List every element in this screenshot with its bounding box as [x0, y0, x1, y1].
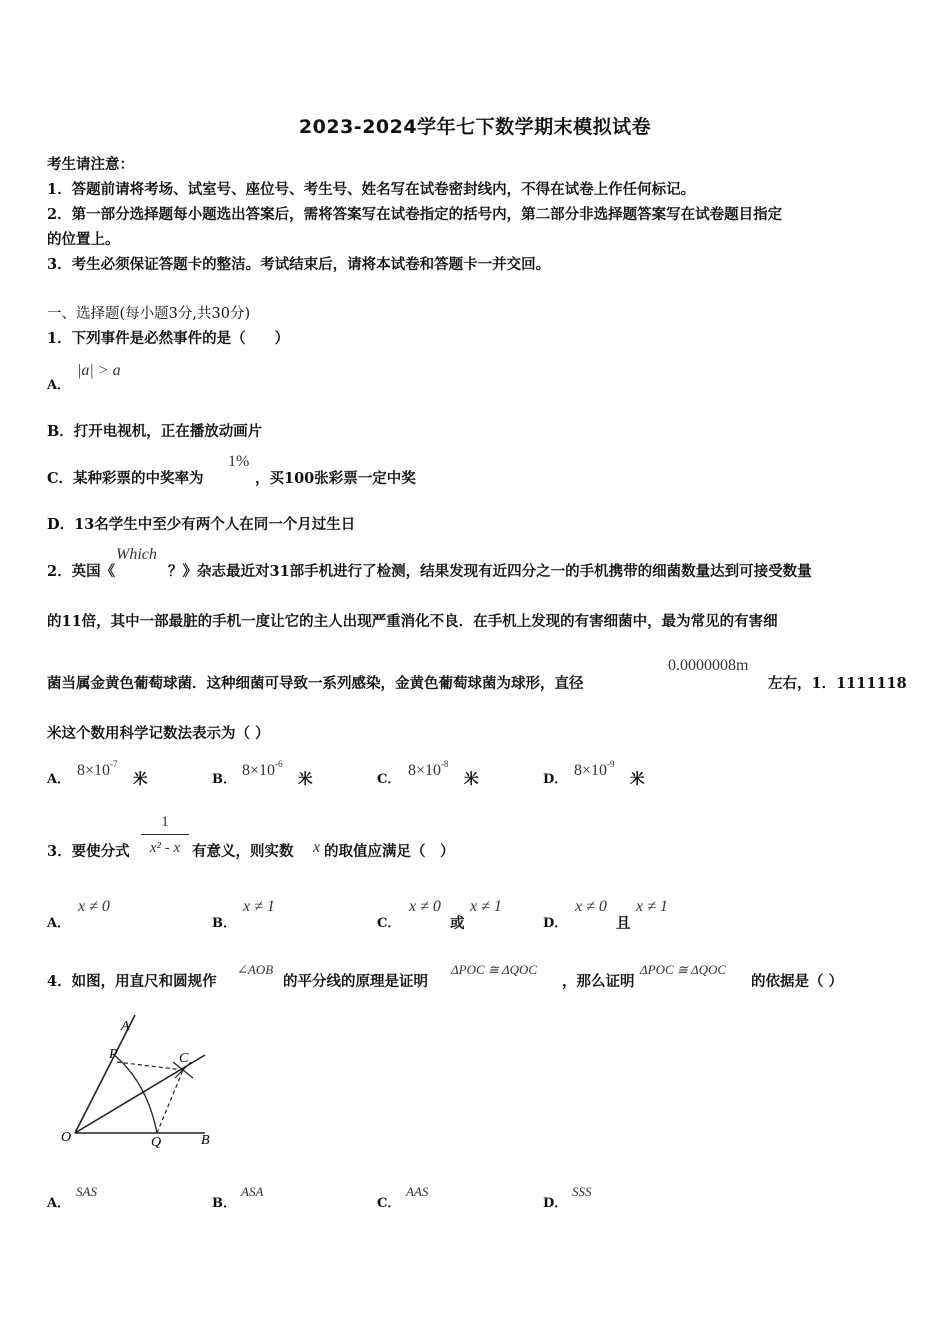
- q4-stem-mid: 的平分线的原理是证明: [283, 973, 428, 990]
- q2-stem-line3-pre: 菌当属金黄色葡萄球菌．这种细菌可导致一系列感染，金黄色葡萄球菌为球形，直径: [47, 675, 584, 692]
- figure-label-o: O: [61, 1130, 72, 1145]
- q1-option-c-pre: C．某种彩票的中奖率为: [47, 470, 204, 487]
- q4-stem-pre: 4．如图，用直尺和圆规作: [47, 973, 217, 990]
- q3-fraction-numerator: 1: [161, 814, 169, 830]
- notice-item-2: 2．第一部分选择题每小题选出答案后，需将答案写在试卷指定的括号内，第二部分非选择题答案写在试卷题目指定: [47, 206, 783, 223]
- q3-option-a-math: x ≠ 0: [78, 898, 110, 915]
- q4-option-c-value: AAS: [406, 1184, 429, 1199]
- q4-stem-mid2: ，那么证明: [562, 973, 635, 990]
- q4-option-d-label: D．: [543, 1196, 568, 1211]
- q2-option-a-unit: 米: [133, 771, 148, 788]
- q2-stem-pre: 2．英国《: [47, 563, 116, 580]
- q4-option-c-label: C．: [377, 1196, 401, 1211]
- q2-option-c-exp: -8: [441, 759, 449, 769]
- q3-option-c-label: C．: [377, 916, 401, 931]
- q2-option-b-exp: -6: [275, 759, 283, 769]
- figure-dashed-pc: [117, 1062, 183, 1070]
- q2-option-a-math: [77, 759, 118, 780]
- q3-option-d-math1: x ≠ 0: [575, 898, 607, 915]
- q2-option-a-exp: -7: [110, 759, 118, 769]
- q2-which: Which: [116, 546, 157, 563]
- q3-option-b-math: x ≠ 1: [243, 898, 275, 915]
- q2-stem-post: ？》杂志最近对31部手机进行了检测，结果发现有近四分之一的手机携带的细菌数量达到可接受数量: [168, 563, 812, 580]
- q2-option-b-math: [242, 759, 283, 780]
- page-title: 2023-2024学年七下数学期末模拟试卷: [298, 116, 652, 138]
- notice-heading: 考生请注意：: [47, 156, 134, 173]
- q3-variable: x: [313, 839, 321, 856]
- q2-option-d-math: [574, 759, 615, 780]
- q1-option-b: B．打开电视机，正在播放动画片: [47, 423, 263, 440]
- q2-option-b-unit: 米: [298, 771, 313, 788]
- q2-option-d-exp: -9: [607, 759, 615, 769]
- q2-option-c-label: C．: [377, 772, 401, 787]
- figure-label-p: P: [109, 1047, 118, 1062]
- q3-option-c-math1: x ≠ 0: [409, 898, 441, 915]
- q4-stem-post: 的依据是（ ）: [751, 973, 844, 990]
- q4-angle-bisector-figure: [55, 1010, 225, 1150]
- q1-option-c-math: 1%: [228, 453, 250, 470]
- q2-option-d-base: 8×10: [574, 762, 608, 779]
- q2-option-a-base: 8×10: [77, 762, 111, 779]
- q3-option-c-math2: x ≠ 1: [470, 898, 502, 915]
- figure-label-q: Q: [151, 1135, 162, 1150]
- q2-option-d-label: D．: [543, 772, 568, 787]
- notice-item-1: 1．答题前请将考场、试室号、座位号、考生号、姓名写在试卷密封线内，不得在试卷上作任何标记。: [47, 181, 696, 198]
- q4-option-a-label: A．: [47, 1196, 71, 1211]
- q4-option-b-value: ASA: [241, 1184, 264, 1199]
- notice-item-2-cont: 的位置上。: [47, 231, 120, 248]
- q3-stem-post: 有意义，则实数: [192, 843, 294, 860]
- figure-arc-pq: [113, 1054, 157, 1133]
- figure-dashed-qc: [157, 1070, 183, 1133]
- q2-option-b-label: B．: [212, 772, 236, 787]
- q2-diameter-math: 0.0000008m: [668, 657, 749, 674]
- q3-fraction-denominator: x² - x: [149, 840, 181, 856]
- q3-stem-post2: 的取值应满足（ ）: [324, 843, 455, 860]
- q3-option-d-label: D．: [543, 916, 568, 931]
- q3-option-c-join: 或: [450, 915, 465, 932]
- figure-label-c: C: [179, 1051, 189, 1066]
- q2-option-c-math: [408, 759, 449, 780]
- q1-stem: 1．下列事件是必然事件的是（ ）: [47, 330, 290, 347]
- q3-stem-pre: 3．要使分式: [47, 843, 130, 860]
- q2-option-c-unit: 米: [464, 771, 479, 788]
- q3-fraction-bar: [141, 834, 189, 835]
- q3-option-b-label: B．: [212, 916, 236, 931]
- section-heading: 一、选择题(每小题3分,共30分): [47, 306, 251, 322]
- q2-option-a-label: A．: [47, 772, 71, 787]
- q2-stem-line2: 的11倍，其中一部最脏的手机一度让它的主人出现严重消化不良．在手机上发现的有害细菌中，最为常见的有害细: [47, 613, 778, 630]
- q1-option-c-post: ，买100张彩票一定中奖: [255, 470, 416, 487]
- figure-label-a: A: [121, 1019, 130, 1034]
- figure-label-b: B: [201, 1133, 210, 1148]
- q4-angle-math: ∠AOB: [237, 962, 274, 977]
- q1-option-d: D．13名学生中至少有两个人在同一个月过生日: [47, 516, 356, 533]
- q3-option-d-join: 且: [616, 915, 631, 932]
- q4-option-a-value: SAS: [76, 1184, 97, 1199]
- q2-option-d-unit: 米: [630, 771, 645, 788]
- q4-option-d-value: SSS: [572, 1184, 592, 1199]
- q4-congruence-math-2: ΔPOC ≅ ΔQOC: [640, 962, 727, 977]
- q2-option-b-base: 8×10: [242, 762, 276, 779]
- q1-option-a-math: |a| > a: [77, 362, 121, 379]
- q3-option-d-math2: x ≠ 1: [636, 898, 668, 915]
- q2-option-c-base: 8×10: [408, 762, 442, 779]
- notice-item-3: 3．考生必须保证答题卡的整洁。考试结束后，请将本试卷和答题卡一并交回。: [47, 256, 551, 273]
- q1-option-a-label: A．: [47, 378, 71, 393]
- q4-option-b-label: B．: [212, 1196, 236, 1211]
- q2-stem-line4: 米这个数用科学记数法表示为（ ）: [47, 725, 270, 742]
- q4-congruence-math-1: ΔPOC ≅ ΔQOC: [451, 962, 538, 977]
- q3-option-a-label: A．: [47, 916, 71, 931]
- q2-stem-line3-post: 左右，1．1111118: [768, 675, 907, 692]
